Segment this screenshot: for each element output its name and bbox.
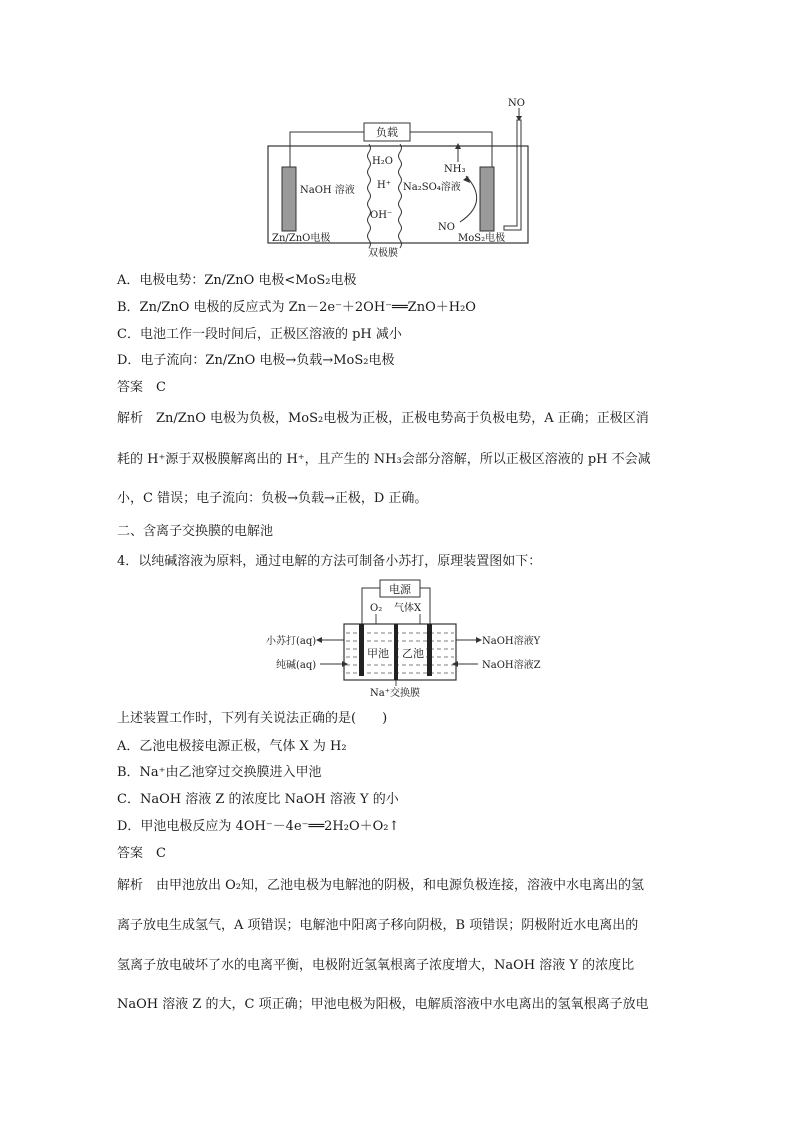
right-electrode [480, 167, 494, 231]
naoh-y-label: NaOH溶液Y [482, 636, 541, 647]
h-plus-label: H⁺ [377, 180, 391, 191]
naoh-label: NaOH 溶液 [300, 185, 355, 196]
left-electrode-label: Zn/ZnO电极 [272, 233, 331, 244]
left-electrode [282, 167, 296, 231]
gas-x-label: 气体X [394, 603, 422, 614]
exchange-membrane [394, 624, 398, 680]
q4-analysis-line-4: NaOH 溶液 Z 的大，C 项正确；甲池电极为阳极，电解质溶液中水电离出的氢氧根离子放电 [117, 997, 649, 1012]
q3-option-d: D．电子流向：Zn/ZnO 电极→负载→MoS₂电极 [117, 353, 395, 368]
na2so4-label: Na₂SO₄溶液 [403, 182, 461, 193]
anode [359, 624, 364, 676]
q4-analysis-line-2: 离子放电生成氢气，A 项错误；电解池中阳离子移向阴极，B 项错误；阴极附近水电离出的 [117, 918, 639, 933]
power-label: 电源 [389, 583, 411, 596]
cathode [427, 624, 432, 676]
membrane-left-wave [368, 144, 371, 248]
membrane-label: Na⁺交换膜 [370, 688, 420, 698]
soda-label: 纯碱(aq) [276, 660, 317, 671]
q4-option-b: B．Na⁺由乙池穿过交换膜进入甲池 [117, 765, 322, 780]
q4-stem: 4．以纯碱溶液为原料，通过电解的方法可制备小苏打，原理装置图如下： [117, 554, 542, 569]
no-bottom-label: NO [438, 222, 455, 233]
electrolysis-diagram [262, 578, 552, 698]
q3-option-b: B．Zn/ZnO 电极的反应式为 Zn－2e⁻＋2OH⁻══ZnO＋H₂O [117, 300, 476, 315]
q4-answer: 答案 C [117, 846, 166, 861]
membrane-label: 双极膜 [368, 248, 398, 259]
oh-minus-label: OH⁻ [370, 210, 393, 221]
q4-analysis-line-3: 氢离子放电破坏了水的电离平衡，电极附近氢氧根离子浓度增大，NaOH 溶液 Y 的浓度比 [117, 958, 635, 973]
load-label: 负载 [376, 126, 398, 139]
q4-analysis-line-1: 解析 由甲池放出 O₂知，乙池电极为电解池的阴极，和电源负极连接，溶液中水电离出的氢 [117, 878, 645, 893]
q3-answer: 答案 C [117, 380, 166, 395]
q3-option-c: C．电池工作一段时间后，正极区溶液的 pH 减小 [117, 327, 402, 342]
cell-yi-label: 乙池 [402, 647, 424, 660]
cell-jia-label: 甲池 [367, 647, 389, 660]
o2-label: O₂ [370, 603, 383, 614]
right-electrode-label: MoS₂电极 [458, 233, 506, 244]
q4-option-c: C．NaOH 溶液 Z 的浓度比 NaOH 溶液 Y 的小 [117, 792, 399, 807]
section-title: 二、含离子交换膜的电解池 [117, 524, 274, 539]
membrane-right-wave [399, 144, 402, 248]
q4-option-a: A．乙池电极接电源正极，气体 X 为 H₂ [117, 739, 347, 754]
no-top-label: NO [508, 98, 525, 109]
baking-soda-label: 小苏打(aq) [266, 636, 317, 647]
q3-option-a: A．电极电势：Zn/ZnO 电极<MoS₂电极 [117, 273, 357, 288]
q3-analysis-line-3: 小，C 错误；电子流向：负极→负载→正极，D 正确。 [117, 491, 428, 506]
naoh-z-label: NaOH溶液Z [482, 660, 541, 671]
q3-analysis-line-2: 耗的 H⁺源于双极膜解离出的 H⁺，且产生的 NH₃会部分溶解，所以正极区溶液的 pH 不会减 [117, 452, 651, 467]
q3-analysis-line-1: 解析 Zn/ZnO 电极为负极，MoS₂电极为正极，正极电势高于负极电势，A 正确；正极区消 [117, 411, 649, 426]
q4-question: 上述装置工作时，下列有关说法正确的是( ) [117, 711, 388, 726]
q4-option-d: D．甲池电极反应为 4OH⁻－4e⁻══2H₂O＋O₂↑ [117, 819, 400, 834]
nh3-label: NH₃ [444, 164, 466, 175]
h2o-label: H₂O [372, 156, 393, 167]
battery-diagram [262, 92, 542, 260]
